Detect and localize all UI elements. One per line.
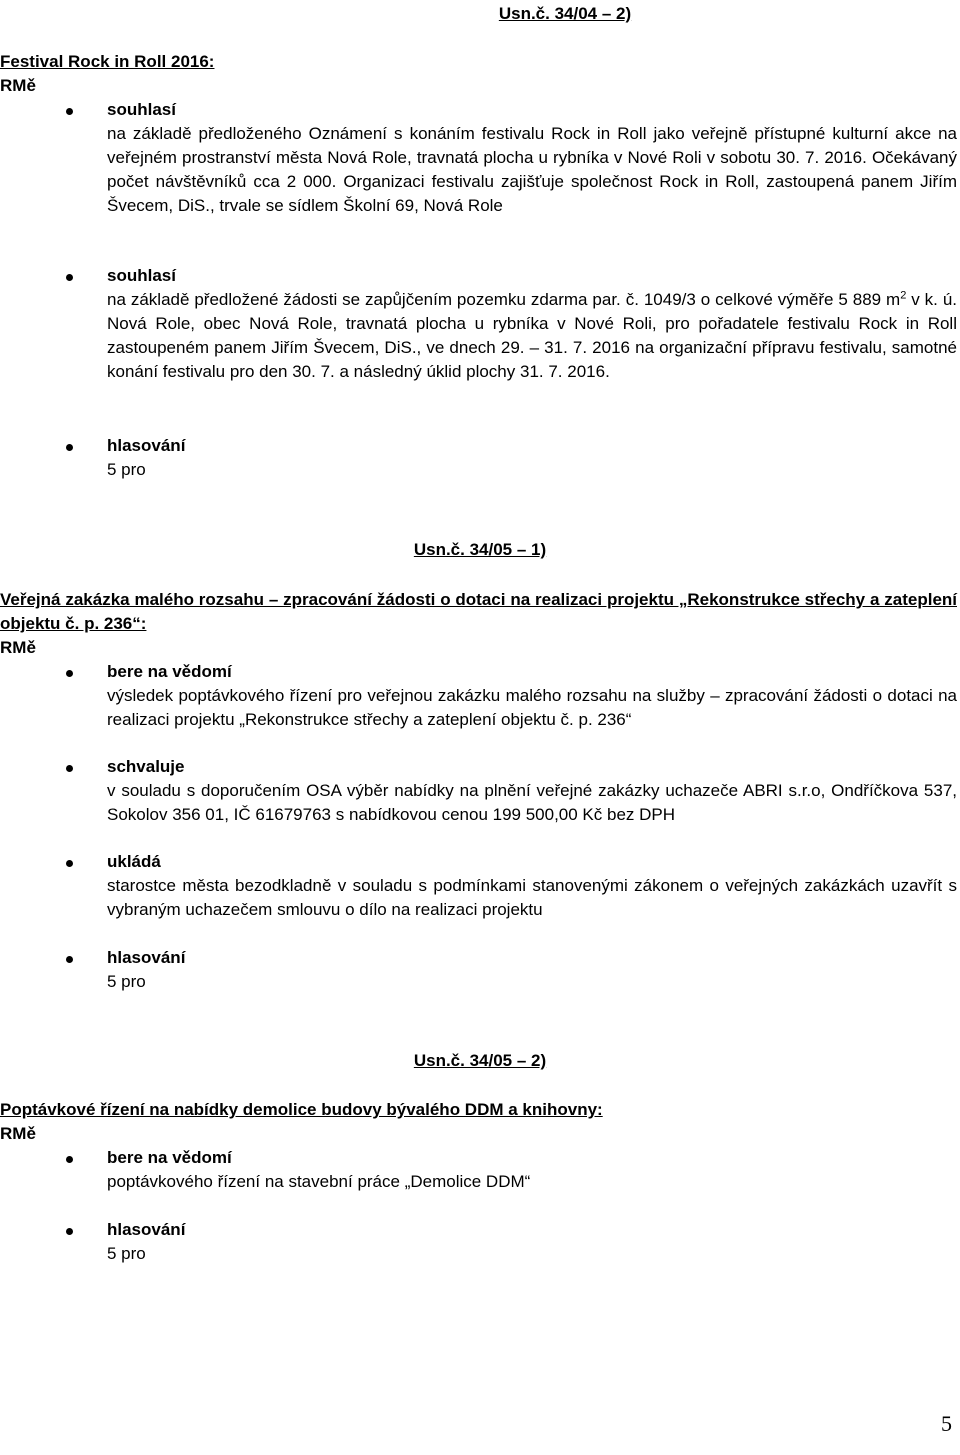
section-title: Veřejná zakázka malého rozsahu – zpracování žádosti o dotaci na realizaci projektu „Rekonstrukce střechy a zateplení objektu č. p. 236“: [0, 590, 957, 633]
bullet-icon [66, 956, 73, 963]
list-item [66, 755, 957, 835]
section-title: Poptávkové řízení na nabídky demolice budovy bývalého DDM a knihovny: [0, 1100, 603, 1119]
list-item [66, 850, 957, 930]
item-verb: hlasování [107, 1220, 186, 1239]
item-verb: ukládá [107, 852, 161, 871]
resolution-heading: Usn.č. 34/05 – 2) [413, 1051, 547, 1070]
resolution-heading: Usn.č. 34/05 – 1) [413, 540, 547, 559]
list-item [66, 946, 957, 996]
bullet-icon [66, 1228, 73, 1235]
item-verb: bere na vědomí [107, 1148, 232, 1167]
item-text: výsledek poptávkového řízení pro veřejnou zakázku malého rozsahu na služby – zpracování žádosti o dotaci na realizaci projektu „Rekonstrukce střechy a zateplení objektu č. p. 236“ [107, 686, 957, 729]
list-item [66, 1146, 957, 1196]
item-text: starostce města bezodkladně v souladu s podmínkami stanovenými zákonem o veřejných zakázkách uzavřít s vybraným uchazečem smlouvu o dílo na realizaci projektu [107, 876, 957, 919]
resolution-heading: Usn.č. 34/04 – 2) [498, 4, 632, 23]
bullet-icon [66, 108, 73, 115]
council-label: RMě [0, 638, 36, 657]
bullet-icon [66, 274, 73, 281]
item-text: 5 pro [107, 460, 146, 479]
bullet-icon [66, 444, 73, 451]
item-text-part: v k. ú. Nová Role, obec Nová Role, travnatá plocha u rybníka v Nové Roli, pro pořadatele festivalu Rock in Roll zastoupeném panem Jiřím Švecem, DiS., ve dnech 29. – 31. 7. 2016 na organizační přípravu festivalu, samotné konání festivalu pro den 30. 7. a následný úklid plochy 31. 7. 2016. [107, 290, 957, 381]
bullet-icon [66, 1156, 73, 1163]
section-title: Festival Rock in Roll 2016: [0, 52, 215, 71]
item-verb: bere na vědomí [107, 662, 232, 681]
item-verb: hlasování [107, 436, 186, 455]
item-verb: schvaluje [107, 757, 185, 776]
list-item [66, 660, 957, 740]
item-text: poptávkového řízení na stavební práce „Demolice DDM“ [107, 1172, 531, 1191]
item-text: 5 pro [107, 1244, 146, 1263]
item-text-part: na základě předložené žádosti se zapůjčením pozemku zdarma par. č. 1049/3 o celkové výměře 5 889 m [107, 290, 901, 309]
item-verb: hlasování [107, 948, 186, 967]
bullet-icon [66, 670, 73, 677]
item-text: v souladu s doporučením OSA výběr nabídky na plnění veřejné zakázky uchazeče ABRI s.r.o, Ondříčkova 537, Sokolov 356 01, IČ 61679763 s nabídkovou cenou 199 500,00 Kč bez DPH [107, 781, 957, 824]
page-number: 5 [941, 1411, 952, 1436]
item-verb: souhlasí [107, 100, 176, 119]
bullet-icon [66, 860, 73, 867]
council-label: RMě [0, 1124, 36, 1143]
list-item [66, 264, 957, 414]
item-text [107, 288, 957, 384]
item-text: 5 pro [107, 972, 146, 991]
bullet-icon [66, 765, 73, 772]
superscript: 2 [900, 289, 907, 302]
council-label: RMě [0, 76, 36, 95]
item-verb: souhlasí [107, 266, 176, 285]
list-item [66, 98, 957, 248]
list-item [66, 434, 957, 484]
list-item [66, 1218, 957, 1268]
item-text: na základě předloženého Oznámení s konáním festivalu Rock in Roll jako veřejně přístupné kulturní akce na veřejném prostranství města Nová Role, travnatá plocha u rybníka v Nové Roli v sobotu 30. 7. 2016. Očekávaný počet návštěvníků cca 2 000. Organizaci festivalu zajišťuje společnost Rock in Roll, zastoupená panem Jiřím Švecem, DiS., trvale se sídlem Školní 69, Nová Role [107, 124, 957, 215]
